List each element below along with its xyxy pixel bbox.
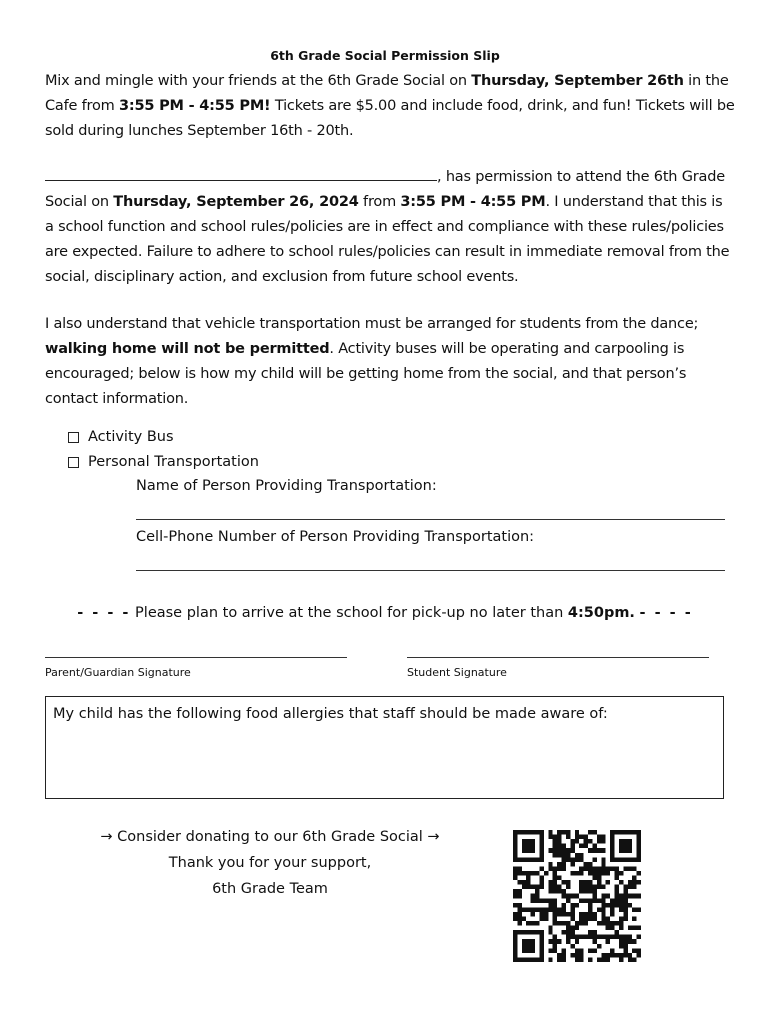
permission-time: 3:55 PM - 4:55 PM xyxy=(400,194,546,210)
transport-warning: walking home will not be permitted xyxy=(45,341,330,357)
personal-transportation-checkbox[interactable] xyxy=(68,457,79,468)
transport-text-2: . Activity buses will be operating and carpooling is encouraged; below is how my child will be getting home from the social, and that person’s contact information. xyxy=(45,341,687,407)
donation-message xyxy=(70,824,470,902)
permission-text-2: from xyxy=(358,194,401,210)
pickup-dashes-right: - - - - xyxy=(639,605,693,621)
permission-text-3: . I understand that this is a school function and school rules/policies are in effect and compliance with these rules/policies are expected. Failure to adhere to school rules/policies can result in immediate removal from the social, disciplinary action, and exclusion from future school events. xyxy=(45,194,730,285)
permission-text-1: , has permission to attend the 6th Grade Social on xyxy=(45,169,725,210)
student-name-blank[interactable] xyxy=(45,165,437,181)
intro-text-3: Tickets are $5.00 and include food, drink, and fun! Tickets will be sold during lunches September 16th - 20th. xyxy=(45,98,735,139)
pickup-time: 4:50pm. xyxy=(567,605,635,621)
intro-text-1: Mix and mingle with your friends at the 6th Grade Social on xyxy=(45,73,472,89)
personal-transportation-label: Personal Transportation xyxy=(88,454,259,470)
student-signature-label: Student Signature xyxy=(407,666,507,679)
donate-line-3: 6th Grade Team xyxy=(212,881,328,897)
donate-line-2: Thank you for your support, xyxy=(168,855,372,871)
transport-text-1: I also understand that vehicle transportation must be arranged for students from the dance; xyxy=(45,316,699,332)
allergy-textbox[interactable] xyxy=(45,696,724,799)
donate-line-1: → Consider donating to our 6th Grade Social → xyxy=(100,829,440,845)
intro-text-2: in the Cafe from xyxy=(45,73,729,114)
transport-paragraph xyxy=(45,312,735,412)
permission-paragraph xyxy=(45,165,735,290)
activity-bus-checkbox[interactable] xyxy=(68,432,79,443)
option-activity-bus[interactable] xyxy=(68,425,259,450)
transport-name-field[interactable] xyxy=(136,519,725,520)
transport-phone-field[interactable] xyxy=(136,570,725,571)
pickup-notice xyxy=(0,605,770,621)
permission-date: Thursday, September 26, 2024 xyxy=(113,194,359,210)
page-title: 6th Grade Social Permission Slip xyxy=(270,48,500,63)
activity-bus-label: Activity Bus xyxy=(88,429,174,445)
intro-date: Thursday, September 26th xyxy=(471,73,684,89)
parent-signature-label: Parent/Guardian Signature xyxy=(45,666,191,679)
pickup-dashes-left: - - - - xyxy=(77,605,131,621)
allergy-prompt: My child has the following food allergies that staff should be made aware of: xyxy=(53,706,608,722)
option-personal-transportation[interactable] xyxy=(68,450,259,475)
qr-code-icon[interactable] xyxy=(513,830,641,962)
intro-paragraph xyxy=(45,69,735,144)
transport-name-label: Name of Person Providing Transportation: xyxy=(136,478,437,494)
transport-options xyxy=(68,425,259,475)
parent-signature-field[interactable] xyxy=(45,657,347,658)
intro-time: 3:55 PM - 4:55 PM! xyxy=(119,98,271,114)
student-signature-field[interactable] xyxy=(407,657,709,658)
pickup-text: Please plan to arrive at the school for pick-up no later than xyxy=(130,605,568,621)
transport-phone-label: Cell-Phone Number of Person Providing Transportation: xyxy=(136,529,535,545)
